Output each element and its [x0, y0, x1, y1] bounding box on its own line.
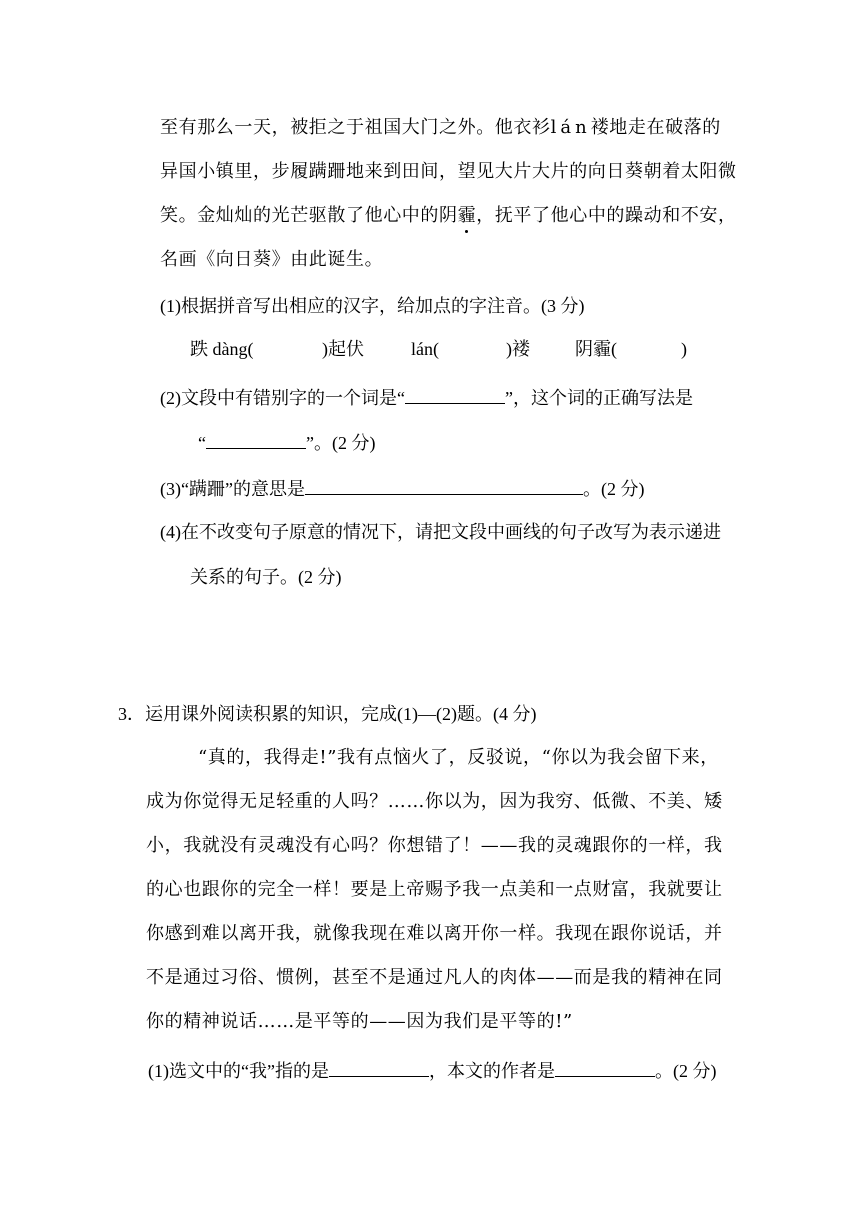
q3-passage-line-5: 你感到难以离开我，就像我现在难以离开你一样。我现在跟你说话，并 — [146, 923, 723, 944]
answer-blank-meaning[interactable] — [305, 476, 583, 495]
q2-sub1: (1)根据拼音写出相应的汉字，给加点的字注音。(3 分) — [160, 296, 585, 316]
pinyin-lan: lán — [550, 117, 591, 138]
q3-passage-line-1: “真的，我得走!”我有点恼火了，反驳说，“你以为我会留下来， — [198, 747, 719, 768]
q3-sub1: (1)选文中的“我”指的是 ，本文的作者是 。(2 分) — [148, 1058, 716, 1083]
q3-passage-line-6: 不是通过习俗、惯例，甚至不是通过凡人的肉体——而是我的精神在同 — [146, 967, 723, 988]
answer-blank-author[interactable] — [555, 1058, 655, 1077]
q2-sub2-cont: “ ”。(2 分) — [198, 430, 375, 455]
passage-line-4: 名画《向日葵》由此诞生。 — [160, 249, 384, 270]
q2-sub2: (2)文段中有错别字的一个词是“ ”，这个词的正确写法是 — [160, 385, 693, 410]
passage-line-2: 异国小镇里，步履蹒跚地来到田间，望见大片大片的向日葵朝着太阳微 — [160, 161, 737, 182]
answer-blank-correct-word[interactable] — [206, 430, 306, 449]
passage-line-3: 笑。金灿灿的光芒驱散了他心中的阴霾，抚平了他心中的躁动和不安， — [160, 205, 737, 226]
q2-sub4: (4)在不改变句子原意的情况下，请把文段中画线的句子改写为表示递进 — [160, 522, 721, 542]
q3-passage-line-7: 你的精神说话……是平等的——因为我们是平等的!” — [146, 1011, 573, 1032]
passage-line-1: 至有那么一天，被拒之于祖国大门之外。他衣衫lán褛地走在破落的 — [160, 117, 721, 138]
q3-header: 3．运用课外阅读积累的知识，完成(1)—(2)题。(4 分) — [118, 704, 537, 724]
dotted-char-mai: 霾 — [457, 205, 477, 226]
q2-sub3: (3)“蹒跚”的意思是 。(2 分) — [160, 476, 644, 501]
answer-blank-narrator[interactable] — [329, 1058, 429, 1077]
answer-blank-wrong-word[interactable] — [405, 385, 505, 404]
q3-passage-line-4: 的心也跟你的完全一样！要是上帝赐予我一点美和一点财富，我就要让 — [146, 879, 723, 900]
q3-passage-line-3: 小，我就没有灵魂没有心吗？你想错了！——我的灵魂跟你的一样，我 — [146, 835, 723, 856]
q2-sub4-cont: 关系的句子。(2 分) — [190, 567, 342, 587]
worksheet-page: 至有那么一天，被拒之于祖国大门之外。他衣衫lán褛地走在破落的 异国小镇里，步履蹒跚地来到田间，望见大片大片的向日葵朝着太阳微 笑。金灿灿的光芒驱散了他心中的阴霾，抚平了他心中的躁动和不安， 名画《向日葵》由此诞生。 (1)根据拼音写出相应的汉字，给加点的字注音。(3 分) 跌 dàng( )起伏 lán( )褛 阴霾( ) (2)文段中有错别字的一个词是“ ”，这个词的正确写法是 “ ”。(2 分) (3)“蹒跚”的意思是 。(2 分) (4)在不改变句子原意的情况下，请把文段中画线的句子改写为表示递进 关系的句子。(2 分) 3．运用课外阅读积累的知识，完成(1)—(2)题。(4 分) “真的，我得走!”我有点恼火了，反驳说，“你以为我会留下来， 成为你觉得无足轻重的人吗？……你以为，因为我穷、低微、不美、矮 小，我就没有灵魂没有心吗？你想错了！——我的灵魂跟你的一样，我 的心也跟你的完全一样！要是上帝赐予我一点美和一点财富，我就要让 你感到难以离开我，就像我现在难以离开你一样。我现在跟你说话，并 不是通过习俗、惯例，甚至不是通过凡人的肉体——而是我的精神在同 你的精神说话……是平等的——因为我们是平等的!” (1)选文中的“我”指的是 ，本文的作者是 。(2 分) — [0, 0, 860, 1216]
q3-passage-line-2: 成为你觉得无足轻重的人吗？……你以为，因为我穷、低微、不美、矮 — [146, 791, 723, 812]
